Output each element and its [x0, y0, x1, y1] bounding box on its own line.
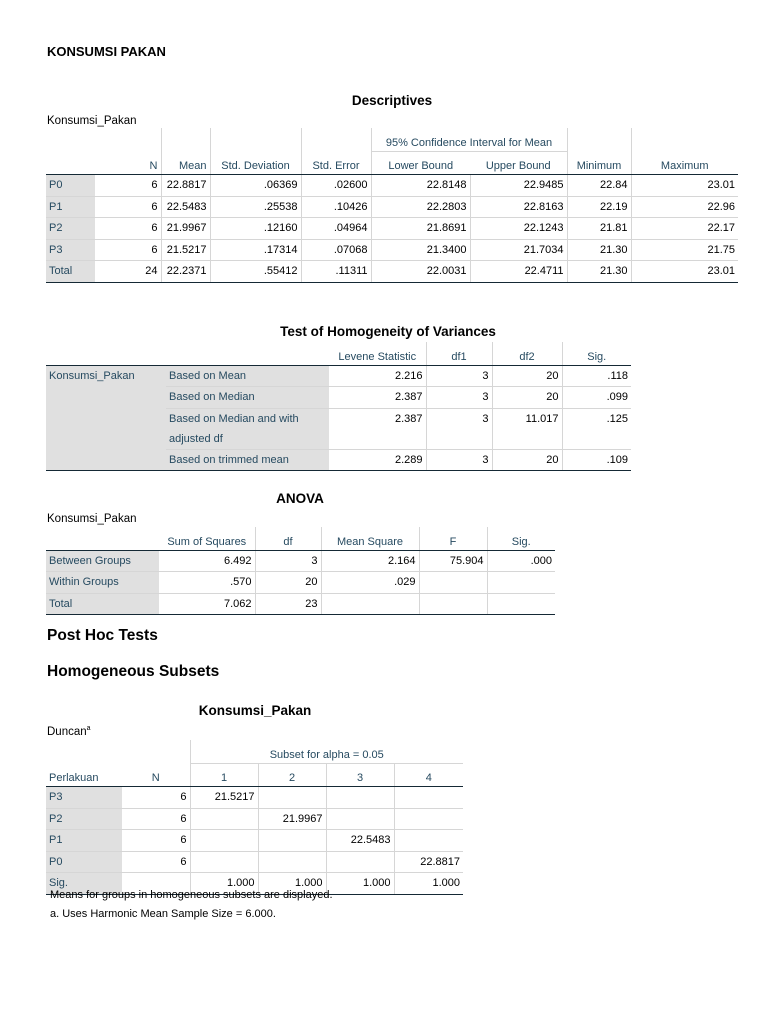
cell: 2.216	[329, 365, 426, 387]
row-header: Between Groups	[46, 550, 159, 572]
row-header: P3	[46, 239, 95, 261]
cell: 22.96	[631, 196, 738, 218]
cell	[326, 787, 394, 809]
table-row	[46, 787, 463, 809]
cell: .25538	[210, 196, 301, 218]
anova-table	[46, 527, 555, 615]
table-row	[46, 851, 463, 873]
cell: 23	[255, 593, 321, 615]
cell: 21.30	[567, 239, 631, 261]
cell	[326, 808, 394, 830]
table-row	[46, 175, 738, 197]
row-header: P2	[46, 218, 95, 240]
col-header: Mean	[161, 151, 210, 175]
row-header-line: adjusted df	[169, 432, 223, 445]
cell	[190, 851, 258, 873]
cell: .17314	[210, 239, 301, 261]
cell: .099	[562, 387, 631, 409]
col-header: Sum of Squares	[159, 527, 255, 550]
col-header: 3	[326, 763, 394, 787]
cell: 1.000	[394, 873, 463, 895]
cell: 3	[426, 387, 492, 409]
cell	[190, 830, 258, 852]
cell: 1.000	[190, 873, 258, 895]
cell: 2.387	[329, 408, 426, 449]
cell: 6	[95, 218, 161, 240]
table-row	[46, 261, 738, 283]
anova-title: ANOVA	[276, 491, 324, 506]
cell: .000	[487, 550, 555, 572]
cell: 6	[95, 239, 161, 261]
cell: .12160	[210, 218, 301, 240]
descriptives-title: Descriptives	[351, 93, 433, 108]
cell	[419, 593, 487, 615]
cell	[258, 787, 326, 809]
col-header: df1	[426, 342, 492, 365]
document-title: KONSUMSI PAKAN	[47, 44, 166, 59]
col-header: Maximum	[631, 151, 738, 175]
row-header: Based on Mean	[166, 365, 329, 387]
row-header-line: Based on Median and with	[169, 412, 299, 425]
table-row	[46, 365, 631, 387]
row-header: Sig.	[46, 873, 122, 895]
cell: 11.017	[492, 408, 562, 449]
col-header: Sig.	[487, 527, 555, 550]
cell: 21.3400	[371, 239, 470, 261]
row-header: Based on Median	[166, 387, 329, 409]
col-header: 1	[190, 763, 258, 787]
col-header: Mean Square	[321, 527, 419, 550]
homogeneous-subsets-heading: Homogeneous Subsets	[47, 663, 220, 680]
cell: 22.19	[567, 196, 631, 218]
cell: 22.8817	[394, 851, 463, 873]
col-header: N	[95, 151, 161, 175]
cell: 1.000	[326, 873, 394, 895]
cell: .118	[562, 365, 631, 387]
cell	[394, 830, 463, 852]
cell	[258, 830, 326, 852]
cell: 21.30	[567, 261, 631, 283]
row-header: Konsumsi_Pakan	[46, 365, 166, 471]
anova-variable-label: Konsumsi_Pakan	[47, 513, 137, 525]
footnote: Means for groups in homogeneous subsets are displayed.	[50, 889, 333, 901]
cell: 6.492	[159, 550, 255, 572]
cell	[419, 572, 487, 594]
cell: 6	[122, 851, 190, 873]
cell: 22.8817	[161, 175, 210, 197]
post-hoc-heading: Post Hoc Tests	[47, 627, 158, 644]
row-header: P1	[46, 196, 95, 218]
homogeneity-title: Test of Homogeneity of Variances	[280, 324, 496, 339]
col-header: N	[122, 763, 190, 787]
col-header: Perlakuan	[46, 763, 122, 787]
table-row	[46, 239, 738, 261]
cell: 22.0031	[371, 261, 470, 283]
duncan-method: Duncan	[47, 725, 87, 738]
cell: .55412	[210, 261, 301, 283]
cell: 75.904	[419, 550, 487, 572]
cell: 21.9967	[258, 808, 326, 830]
cell: .06369	[210, 175, 301, 197]
cell: 22.17	[631, 218, 738, 240]
cell: .109	[562, 449, 631, 471]
cell: .04964	[301, 218, 371, 240]
cell: 20	[492, 387, 562, 409]
col-header: Lower Bound	[371, 151, 470, 175]
cell: 22.4711	[470, 261, 567, 283]
cell: 22.2803	[371, 196, 470, 218]
row-header: Total	[46, 593, 159, 615]
homogeneity-table	[46, 342, 631, 471]
descriptives-variable-label: Konsumsi_Pakan	[47, 115, 137, 127]
col-header: df	[255, 527, 321, 550]
cell: 20	[492, 449, 562, 471]
row-header: P2	[46, 808, 122, 830]
row-header: Within Groups	[46, 572, 159, 594]
cell	[487, 593, 555, 615]
row-header: P0	[46, 851, 122, 873]
row-header: P1	[46, 830, 122, 852]
cell: 7.062	[159, 593, 255, 615]
cell: .570	[159, 572, 255, 594]
cell	[487, 572, 555, 594]
col-header: Upper Bound	[470, 151, 567, 175]
col-header: 2	[258, 763, 326, 787]
table-row	[46, 830, 463, 852]
cell: 3	[426, 449, 492, 471]
cell: 21.9967	[161, 218, 210, 240]
cell: 20	[255, 572, 321, 594]
cell: 24	[95, 261, 161, 283]
cell	[321, 593, 419, 615]
cell: 6	[95, 175, 161, 197]
table-row	[46, 218, 738, 240]
cell: 22.8163	[470, 196, 567, 218]
cell: 22.5483	[326, 830, 394, 852]
col-header: Levene Statistic	[329, 342, 426, 365]
cell: 2.289	[329, 449, 426, 471]
cell	[326, 851, 394, 873]
cell: 6	[122, 830, 190, 852]
cell: 21.81	[567, 218, 631, 240]
col-header: Sig.	[562, 342, 631, 365]
row-header: Based on trimmed mean	[166, 449, 329, 471]
cell: .02600	[301, 175, 371, 197]
cell: 22.8148	[371, 175, 470, 197]
cell	[190, 808, 258, 830]
cell: 21.5217	[161, 239, 210, 261]
table-row	[46, 593, 555, 615]
cell	[258, 851, 326, 873]
cell: 22.84	[567, 175, 631, 197]
duncan-table	[46, 740, 463, 895]
cell: 20	[492, 365, 562, 387]
cell: 2.387	[329, 387, 426, 409]
col-header: 4	[394, 763, 463, 787]
cell: 3	[426, 365, 492, 387]
cell: 6	[95, 196, 161, 218]
cell: 3	[255, 550, 321, 572]
table-row	[46, 808, 463, 830]
row-header	[166, 408, 329, 449]
descriptives-table	[46, 128, 738, 283]
cell: 21.5217	[190, 787, 258, 809]
subset-header: Subset for alpha = 0.05	[190, 740, 463, 763]
row-header: P0	[46, 175, 95, 197]
cell: 1.000	[258, 873, 326, 895]
col-header: Minimum	[567, 151, 631, 175]
cell	[394, 787, 463, 809]
cell: 21.75	[631, 239, 738, 261]
cell: 21.8691	[371, 218, 470, 240]
col-header: F	[419, 527, 487, 550]
row-header: P3	[46, 787, 122, 809]
cell: .07068	[301, 239, 371, 261]
cell: 21.7034	[470, 239, 567, 261]
cell: .10426	[301, 196, 371, 218]
cell: 2.164	[321, 550, 419, 572]
cell: 22.9485	[470, 175, 567, 197]
cell: 22.2371	[161, 261, 210, 283]
table-row	[46, 572, 555, 594]
cell	[394, 808, 463, 830]
cell: 22.1243	[470, 218, 567, 240]
duncan-title: Konsumsi_Pakan	[198, 703, 312, 718]
cell: 3	[426, 408, 492, 449]
table-row	[46, 550, 555, 572]
ci-header: 95% Confidence Interval for Mean	[371, 128, 567, 151]
duncan-method-label	[47, 725, 91, 738]
cell: .029	[321, 572, 419, 594]
footnote: a. Uses Harmonic Mean Sample Size = 6.000.	[50, 908, 276, 920]
cell: .125	[562, 408, 631, 449]
row-header: Total	[46, 261, 95, 283]
cell: 23.01	[631, 175, 738, 197]
duncan-method-footnote-mark: a	[86, 725, 91, 732]
cell: 22.5483	[161, 196, 210, 218]
cell: 23.01	[631, 261, 738, 283]
table-row	[46, 196, 738, 218]
cell: 6	[122, 787, 190, 809]
col-header: Std. Error	[301, 151, 371, 175]
cell: 6	[122, 808, 190, 830]
col-header: Std. Deviation	[210, 151, 301, 175]
col-header: df2	[492, 342, 562, 365]
cell: .11311	[301, 261, 371, 283]
